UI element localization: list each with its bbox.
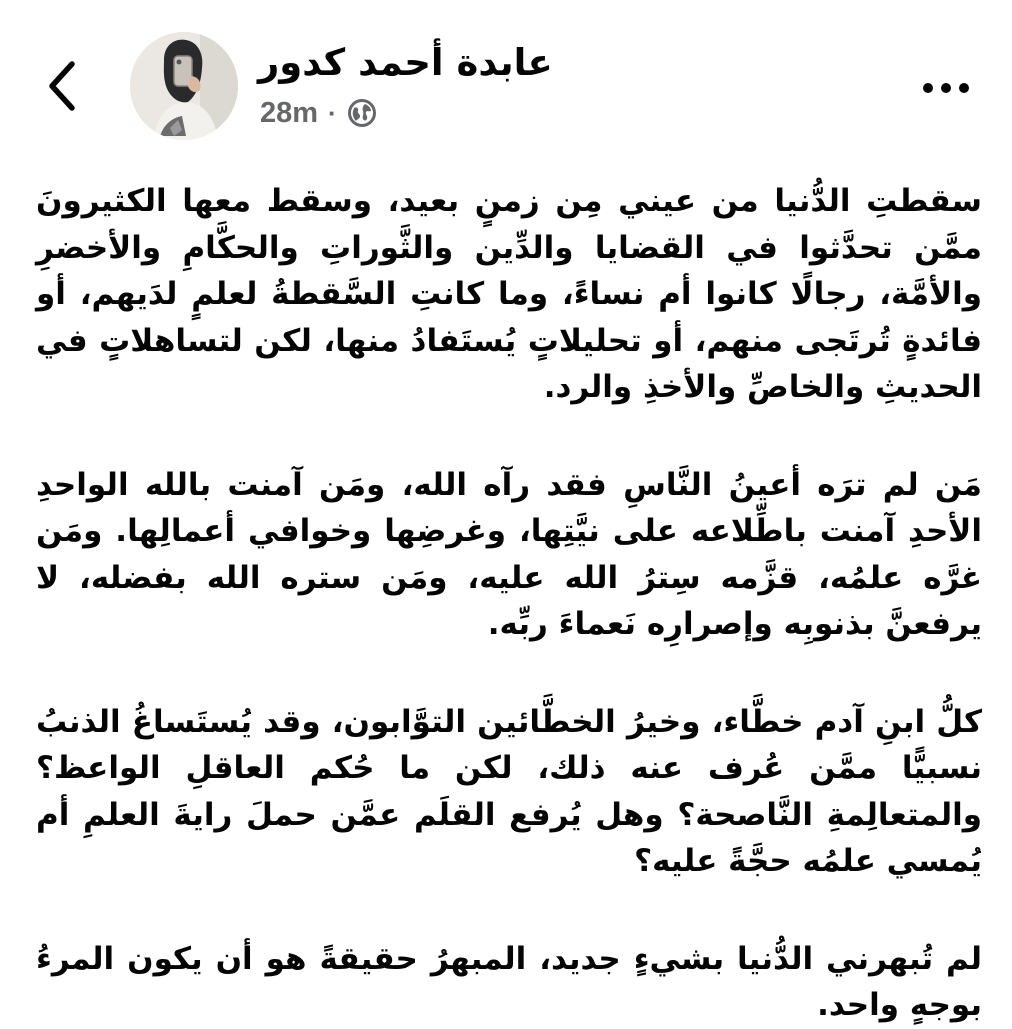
back-button[interactable] xyxy=(38,56,90,116)
more-dot xyxy=(941,83,951,93)
avatar[interactable] xyxy=(130,32,238,140)
more-dot xyxy=(923,83,933,93)
meta-separator: · xyxy=(328,97,337,128)
post-text xyxy=(36,178,982,1029)
profile-photo xyxy=(130,32,238,140)
post-paragraph: سقطتِ الدُّنيا من عيني مِن زمنٍ بعيد، وسقط معها الكثيرونَ ممَّن تحدَّثوا في القضايا والدِّين والثَّوراتِ والحكَّامِ والأخضرِ والأمَّة، رجالًا كانوا أم نساءً، وما كانتِ السَّقطةُ لعلمٍ لدَيهم، أو فائدةٍ تُرتَجى منهم، أو تحليلاتٍ يُستَفادُ منها، لكن لتساهلاتٍ في الحديثِ والخاصِّ والأخذِ والرد. xyxy=(36,183,982,405)
post-paragraph: لم تُبهرني الدُّنيا بشيءٍ جديد، المبهرُ حقيقةً هو أن يكون المرءُ بوجهٍ واحد. xyxy=(36,940,982,1023)
more-options-button[interactable] xyxy=(914,66,978,110)
globe-icon xyxy=(347,98,377,128)
author-name[interactable]: عابدة أحمد كدور xyxy=(258,41,553,84)
post-timestamp[interactable]: 28m xyxy=(260,96,319,129)
post-meta xyxy=(260,92,377,134)
post-paragraph: مَن لم ترَه أعينُ النَّاسِ فقد رآه الله، ومَن آمنت بالله الواحدِ الأحدِ آمنت باطِّلاعه على نيَّتِها، وغرضِها وخوافي أعمالِها. ومَن غرَّه علمُه، قزَّمه سِترُ الله عليه، ومَن ستره الله بفضله، لا يرفعنَّ بذنوبِه وإصرارِه نَعماءَ ربِّه. xyxy=(36,466,982,642)
chevron-left-icon xyxy=(38,56,90,116)
post-header xyxy=(0,0,1012,160)
post-paragraph: كلُّ ابنِ آدم خطَّاء، وخيرُ الخطَّائين التوَّابون، وقد يُستَساغُ الذنبُ نسبيًّا ممَّن عُرف عنه ذلك، لكن ما حُكم العاقلِ الواعظ؟ والمتعالِمةِ النَّاصحة؟ وهل يُرفع القلَم عمَّن حملَ رايةَ العلمِ أم يُمسي علمُه حجَّةً عليه؟ xyxy=(36,703,982,879)
more-dot xyxy=(959,83,969,93)
